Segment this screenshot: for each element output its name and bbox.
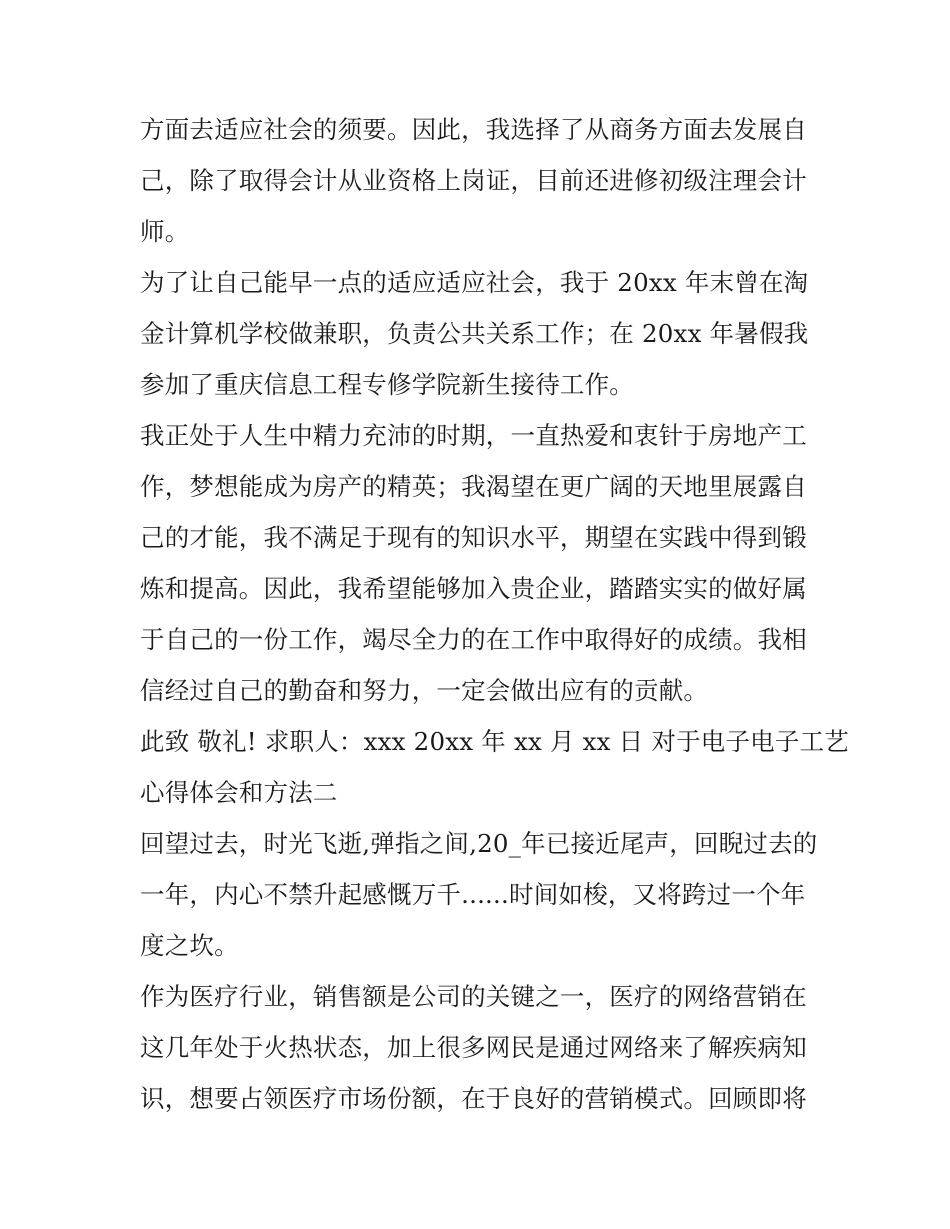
text-line: 参加了重庆信息工程专修学院新生接待工作。 <box>140 370 634 399</box>
text-line: 度之坎。 <box>140 931 239 960</box>
text-line: 炼和提高。因此，我希望能够加入贵企业，踏踏实实的做好属 <box>140 574 807 603</box>
text-line: 师。 <box>140 217 190 246</box>
text-line: 一年，内心不禁升起感慨万千......时间如梭，又将跨过一个年 <box>140 880 806 909</box>
text-line: 回望过去，时光飞逝,弹指之间,20_年已接近尾声，回睨过去的 <box>140 829 818 858</box>
text-line: 我正处于人生中精力充沛的时期，一直热爱和衷针于房地产工 <box>140 421 807 450</box>
document-body <box>140 104 849 1124</box>
text-line: 己，除了取得会计从业资格上岗证，目前还进修初级注理会计 <box>140 166 807 195</box>
text-line: 作为医疗行业，销售额是公司的关键之一，医疗的网络营销在 <box>140 982 807 1011</box>
text-line: 己的才能，我不满足于现有的知识水平，期望在实践中得到锻 <box>140 523 807 552</box>
text-line: 金计算机学校做兼职，负责公共关系工作；在 20xx 年暑假我 <box>140 319 809 348</box>
text-line: 作，梦想能成为房产的精英；我渴望在更广阔的天地里展露自 <box>140 472 807 501</box>
text-line: 识，想要占领医疗市场份额，在于良好的营销模式。回顾即将 <box>140 1084 807 1113</box>
text-line: 信经过自己的勤奋和努力，一定会做出应有的贡献。 <box>140 676 709 705</box>
text-line: 这几年处于火热状态，加上很多网民是通过网络来了解疾病知 <box>140 1033 807 1062</box>
text-line: 方面去适应社会的须要。因此，我选择了从商务方面去发展自 <box>140 115 807 144</box>
text-line: 心得体会和方法二 <box>140 778 338 807</box>
text-line: 于自己的一份工作，竭尽全力的在工作中取得好的成绩。我相 <box>140 625 807 654</box>
text-line: 为了让自己能早一点的适应适应社会，我于 20xx 年末曾在淘 <box>140 268 809 297</box>
text-line: 此致 敬礼! 求职人：xxx 20xx 年 xx 月 xx 日 对于电子电子工艺 <box>140 727 849 756</box>
